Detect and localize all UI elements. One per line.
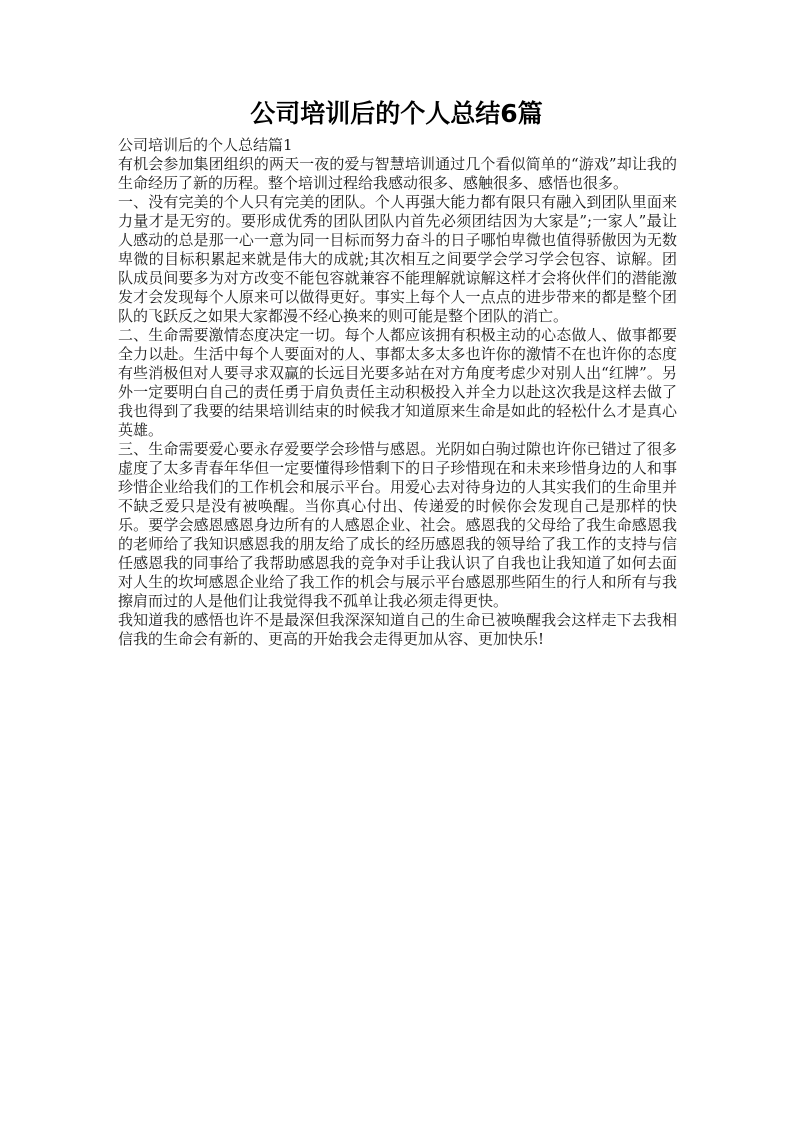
document-title: 公司培训后的个人总结6篇 (250, 99, 543, 128)
paragraph-teamwork: 一、没有完美的个人只有完美的团队。个人再强大能力都有限只有融入到团队里面来力量才是无穷的。要形成优秀的团队团队内首先必须团结因为大家是”;一家人”最让人感动的总是那一心一意为同一目标而努力奋斗的日子哪怕卑微也值得骄傲因为无数卑微的目标积累起来就是伟大的成就;其次相互之间要学会学习学会包容、谅解。团队成员间要多为对方改变不能包容就兼容不能理解就谅解这样才会将伙伴们的潜能激发才会发现每个人原来可以做得更好。事实上每个人一点点的进步带来的都是整个团队的飞跃反之如果大家都漫不经心换来的则可能是整个团队的消亡。 (118, 193, 677, 325)
paragraph-conclusion: 我知道我的感悟也许不是最深但我深深知道自己的生命已被唤醒我会这样走下去我相信我的生命会有新的、更高的开始我会走得更加从容、更加快乐! (118, 611, 677, 648)
document-body (118, 136, 677, 649)
section-heading: 公司培训后的个人总结篇1 (118, 136, 293, 154)
paragraph-passion: 二、生命需要激情态度决定一切。每个人都应该拥有积极主动的心态做人、做事都要全力以赴。生活中每个人要面对的人、事都太多太多也许你的激情不在也许你的态度有些消极但对人要寻求双赢的长远目光要多站在对方角度考虑少对别人出“红牌”。另外一定要明白自己的责任勇于肩负责任主动积极投入并全力以赴这次我是这样去做了我也得到了我要的结果培训结束的时候我才知道原来生命是如此的轻松什么才是真心英雄。 (118, 326, 677, 439)
paragraph-gratitude: 三、生命需要爱心要永存爱要学会珍惜与感恩。光阴如白驹过隙也许你已错过了很多虚度了太多青春年华但一定要懂得珍惜剩下的日子珍惜现在和未来珍惜身边的人和事珍惜企业给我们的工作机会和展示平台。用爱心去对待身边的人其实我们的生命里并不缺乏爱只是没有被唤醒。当你真心付出、传递爱的时候你会发现自己是那样的快乐。要学会感恩感恩身边所有的人感恩企业、社会。感恩我的父母给了我生命感恩我的老师给了我知识感恩我的朋友给了成长的经历感恩我的领导给了我工作的支持与信任感恩我的同事给了我帮助感恩我的竞争对手让我认识了自我也让我知道了如何去面对人生的坎坷感恩企业给了我工作的机会与展示平台感恩那些陌生的行人和所有与我擦肩而过的人是他们让我觉得我不孤单让我必须走得更快。 (118, 440, 677, 610)
paragraph-intro: 有机会参加集团组织的两天一夜的爱与智慧培训通过几个看似简单的“游戏”却让我的生命经历了新的历程。整个培训过程给我感动很多、感触很多、感悟也很多。 (118, 155, 677, 192)
